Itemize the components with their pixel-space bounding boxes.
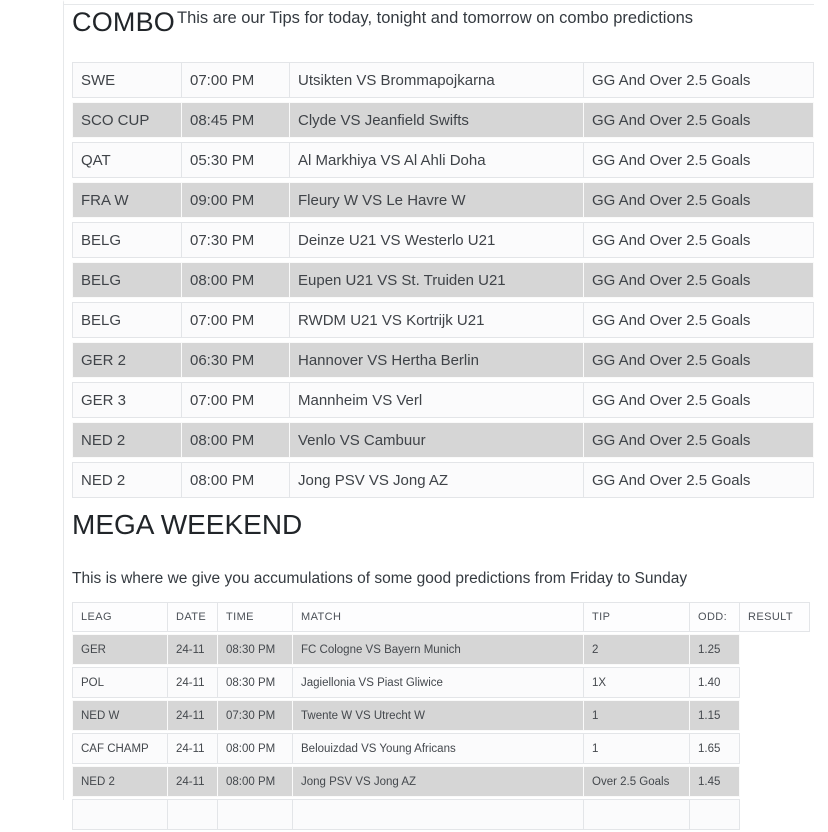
mega-result-cell xyxy=(740,799,810,830)
mega-match-cell: Jagiellonia VS Piast Gliwice xyxy=(293,667,584,698)
combo-row xyxy=(72,142,814,178)
mega-row xyxy=(72,766,810,797)
combo-league-cell: FRA W xyxy=(72,182,182,218)
combo-tip-cell: GG And Over 2.5 Goals xyxy=(584,222,814,258)
mega-time-cell: 08:30 PM xyxy=(218,634,293,665)
combo-league-cell: GER 2 xyxy=(72,342,182,378)
mega-header-row xyxy=(72,602,810,632)
mega-match-cell xyxy=(293,799,584,830)
combo-title: COMBO xyxy=(72,7,176,37)
mega-league-cell: POL xyxy=(72,667,168,698)
header-date: DATE xyxy=(168,602,218,632)
mega-date-cell: 24-11 xyxy=(168,634,218,665)
mega-time-cell: 08:00 PM xyxy=(218,766,293,797)
mega-tip-cell: 2 xyxy=(584,634,690,665)
mega-match-cell: FC Cologne VS Bayern Munich xyxy=(293,634,584,665)
combo-row xyxy=(72,342,814,378)
mega-league-cell: NED 2 xyxy=(72,766,168,797)
combo-match-cell: Mannheim VS Verl xyxy=(290,382,584,418)
mega-tip-cell xyxy=(584,799,690,830)
combo-match-cell: Fleury W VS Le Havre W xyxy=(290,182,584,218)
mega-date-cell xyxy=(168,799,218,830)
combo-tip-cell: GG And Over 2.5 Goals xyxy=(584,422,814,458)
combo-tip-cell: GG And Over 2.5 Goals xyxy=(584,342,814,378)
combo-time-cell: 07:00 PM xyxy=(182,62,290,98)
combo-tip-cell: GG And Over 2.5 Goals xyxy=(584,62,814,98)
combo-tip-cell: GG And Over 2.5 Goals xyxy=(584,262,814,298)
mega-weekend-subtitle: This is where we give you accumulations of some good predictions from Friday to Sunday xyxy=(72,570,688,587)
mega-date-cell: 24-11 xyxy=(168,733,218,764)
combo-league-cell: BELG xyxy=(72,222,182,258)
mega-weekend-table xyxy=(72,600,810,832)
mega-odd-cell: 1.15 xyxy=(690,700,740,731)
mega-odd-cell: 1.40 xyxy=(690,667,740,698)
mega-match-cell: Belouizdad VS Young Africans xyxy=(293,733,584,764)
combo-match-cell: Al Markhiya VS Al Ahli Doha xyxy=(290,142,584,178)
combo-league-cell: NED 2 xyxy=(72,422,182,458)
mega-time-cell xyxy=(218,799,293,830)
combo-match-cell: Venlo VS Cambuur xyxy=(290,422,584,458)
mega-tip-cell: 1 xyxy=(584,733,690,764)
combo-row xyxy=(72,102,814,138)
combo-tip-cell: GG And Over 2.5 Goals xyxy=(584,182,814,218)
combo-row xyxy=(72,462,814,498)
mega-date-cell: 24-11 xyxy=(168,667,218,698)
combo-row xyxy=(72,62,814,98)
combo-tip-cell: GG And Over 2.5 Goals xyxy=(584,102,814,138)
combo-league-cell: QAT xyxy=(72,142,182,178)
header-tip: TIP xyxy=(584,602,690,632)
mega-odd-cell: 1.25 xyxy=(690,634,740,665)
combo-league-cell: SCO CUP xyxy=(72,102,182,138)
combo-time-cell: 06:30 PM xyxy=(182,342,290,378)
combo-match-cell: Clyde VS Jeanfield Swifts xyxy=(290,102,584,138)
combo-league-cell: BELG xyxy=(72,262,182,298)
header-time: TIME xyxy=(218,602,293,632)
mega-time-cell: 08:30 PM xyxy=(218,667,293,698)
combo-tip-cell: GG And Over 2.5 Goals xyxy=(584,302,814,338)
header-odd: ODD: xyxy=(690,602,740,632)
combo-match-cell: Eupen U21 VS St. Truiden U21 xyxy=(290,262,584,298)
mega-league-cell xyxy=(72,799,168,830)
combo-league-cell: GER 3 xyxy=(72,382,182,418)
combo-tip-cell: GG And Over 2.5 Goals xyxy=(584,382,814,418)
combo-predictions-table xyxy=(72,58,814,502)
combo-match-cell: Hannover VS Hertha Berlin xyxy=(290,342,584,378)
combo-time-cell: 09:00 PM xyxy=(182,182,290,218)
mega-tip-cell: Over 2.5 Goals xyxy=(584,766,690,797)
combo-row xyxy=(72,262,814,298)
header-leag: LEAG xyxy=(72,602,168,632)
header-result: RESULT xyxy=(740,602,810,632)
mega-league-cell: GER xyxy=(72,634,168,665)
mega-tip-cell: 1 xyxy=(584,700,690,731)
combo-tip-cell: GG And Over 2.5 Goals xyxy=(584,462,814,498)
mega-row xyxy=(72,634,810,665)
combo-row xyxy=(72,382,814,418)
mega-row-partial xyxy=(72,799,810,830)
combo-league-cell: SWE xyxy=(72,62,182,98)
mega-league-cell: NED W xyxy=(72,700,168,731)
combo-time-cell: 07:00 PM xyxy=(182,382,290,418)
combo-time-cell: 08:45 PM xyxy=(182,102,290,138)
mega-odd-cell: 1.65 xyxy=(690,733,740,764)
mega-result-cell xyxy=(740,634,810,665)
mega-date-cell: 24-11 xyxy=(168,766,218,797)
combo-match-cell: Deinze U21 VS Westerlo U21 xyxy=(290,222,584,258)
combo-time-cell: 07:00 PM xyxy=(182,302,290,338)
mega-result-cell xyxy=(740,667,810,698)
mega-row xyxy=(72,700,810,731)
combo-match-cell: Jong PSV VS Jong AZ xyxy=(290,462,584,498)
combo-time-cell: 07:30 PM xyxy=(182,222,290,258)
combo-section-header xyxy=(72,6,814,38)
combo-time-cell: 08:00 PM xyxy=(182,262,290,298)
mega-odd-cell xyxy=(690,799,740,830)
combo-league-cell: NED 2 xyxy=(72,462,182,498)
combo-time-cell: 05:30 PM xyxy=(182,142,290,178)
combo-match-cell: Utsikten VS Brommapojkarna xyxy=(290,62,584,98)
mega-weekend-title: MEGA WEEKEND xyxy=(72,509,303,540)
mega-row xyxy=(72,733,810,764)
combo-row xyxy=(72,302,814,338)
mega-result-cell xyxy=(740,733,810,764)
mega-time-cell: 07:30 PM xyxy=(218,700,293,731)
mega-time-cell: 08:00 PM xyxy=(218,733,293,764)
mega-row xyxy=(72,667,810,698)
combo-row xyxy=(72,182,814,218)
main-content xyxy=(63,0,814,800)
combo-tip-cell: GG And Over 2.5 Goals xyxy=(584,142,814,178)
combo-subtitle: This are our Tips for today, tonight and tomorrow on combo predictions xyxy=(177,9,694,27)
mega-match-cell: Twente W VS Utrecht W xyxy=(293,700,584,731)
combo-match-cell: RWDM U21 VS Kortrijk U21 xyxy=(290,302,584,338)
combo-row xyxy=(72,422,814,458)
mega-odd-cell: 1.45 xyxy=(690,766,740,797)
mega-result-cell xyxy=(740,766,810,797)
combo-time-cell: 08:00 PM xyxy=(182,422,290,458)
mega-league-cell: CAF CHAMP xyxy=(72,733,168,764)
mega-date-cell: 24-11 xyxy=(168,700,218,731)
mega-match-cell: Jong PSV VS Jong AZ xyxy=(293,766,584,797)
combo-league-cell: BELG xyxy=(72,302,182,338)
header-match: MATCH xyxy=(293,602,584,632)
mega-tip-cell: 1X xyxy=(584,667,690,698)
mega-result-cell xyxy=(740,700,810,731)
combo-row xyxy=(72,222,814,258)
combo-time-cell: 08:00 PM xyxy=(182,462,290,498)
